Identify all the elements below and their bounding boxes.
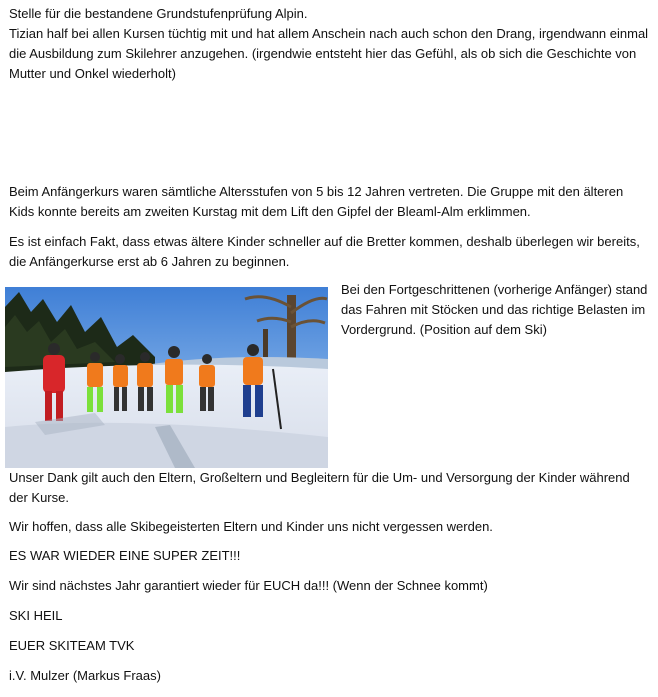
author-line: i.V. Mulzer (Markus Fraas) [9,668,161,683]
intro-paragraph: Stelle für die bestandene Grundstufenprüfung Alpin. Tizian half bei allen Kursen tüchtig mit und hat allem Anschein nach auch schon den Drang, irgendwann einmal die Ausbildung zum Skilehrer anzugehen. (irgendwie entsteht hier das Gefühl, als ob sich die Geschichte von Mutter und Onkel wiederholt) [9,6,649,81]
super-time-line: ES WAR WIEDER EINE SUPER ZEIT!!! [9,548,241,563]
next-year-line: Wir sind nächstes Jahr garantiert wieder für EUCH da!!! (Wenn der Schnee kommt) [9,578,488,593]
ski-heil-line: SKI HEIL [9,608,63,623]
thanks-paragraph: Unser Dank gilt auch den Eltern, Großeltern und Begleitern für die Um- und Versorgung der Kinder während der Kurse. [9,470,634,505]
advanced-course-text: Bei den Fortgeschrittenen (vorherige Anfänger) stand das Fahren mit Stöcken und das richtige Belasten im Vordergrund. (Position auf dem Ski) [341,282,648,337]
team-signature-line: EUER SKITEAM TVK [9,638,135,653]
hope-paragraph: Wir hoffen, dass alle Skibegeisterten Eltern und Kinder uns nicht vergessen werden. [9,519,493,534]
beginner-course-paragraph: Beim Anfängerkurs waren sämtliche Altersstufen von 5 bis 12 Jahren vertreten. Die Gruppe mit den älteren Kids konnte bereits am zweiten Kurstag mit dem Lift den Gipfel der Bleaml-Alm erklimmen. [9,184,627,219]
ski-group-photo [5,287,328,468]
age-paragraph: Es ist einfach Fakt, dass etwas ältere Kinder schneller auf die Bretter kommen, deshalb überlegen wir bereits, die Anfängerkurse erst ab 6 Jahren zu beginnen. [9,234,644,269]
